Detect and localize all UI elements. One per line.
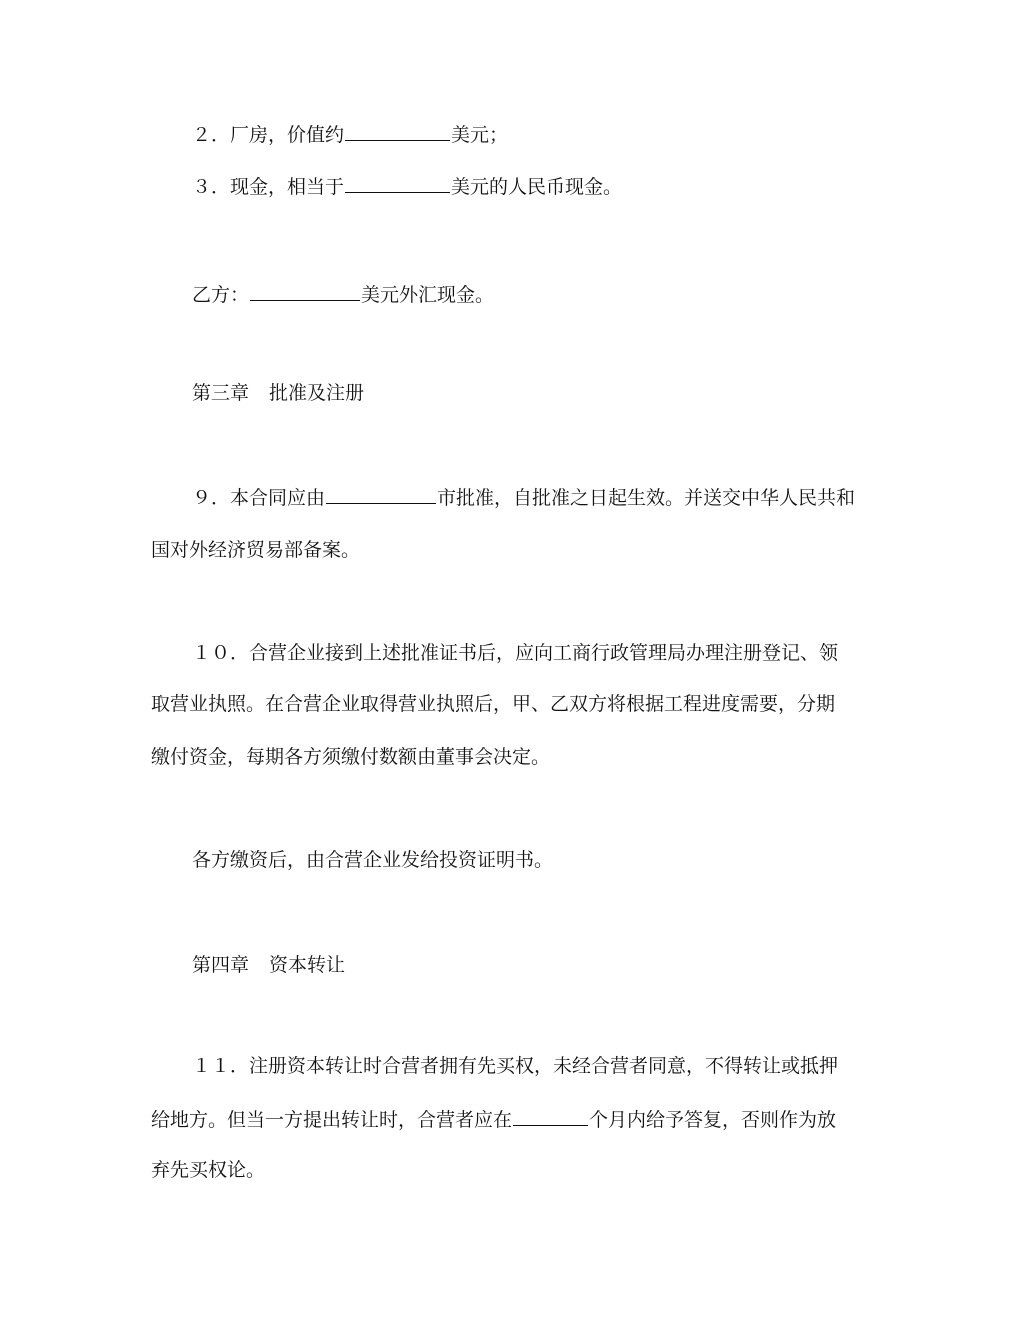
item-11-line-1 xyxy=(192,1052,838,1080)
item-11-line-3 xyxy=(151,1156,265,1184)
item-9-blank xyxy=(326,483,436,504)
item-11-line-3-text: 弃先买权论。 xyxy=(151,1159,266,1181)
item-3-suffix: 美元的人民币现金。 xyxy=(451,176,623,198)
chapter-3-number: 第三章 xyxy=(192,382,250,404)
party-b-suffix: 美元外汇现金。 xyxy=(361,284,495,306)
item-2-blank xyxy=(345,120,450,141)
item-2-line xyxy=(192,120,508,148)
item-3-line xyxy=(192,172,622,200)
item-11-line-2 xyxy=(151,1105,836,1133)
item-9-line-1 xyxy=(192,483,855,511)
item-3-blank xyxy=(345,172,450,193)
item-10-line-2-text: 取营业执照。在合营企业取得营业执照后，甲、乙双方将根据工程进度需要，分期 xyxy=(151,693,836,715)
certificate-paragraph xyxy=(192,846,553,874)
item-9-line-2 xyxy=(151,536,360,564)
item-10-line-1-text: １０．合营企业接到上述批准证书后，应向工商行政管理局办理注册登记、领 xyxy=(192,642,839,664)
item-11-line-1-text: １１．注册资本转让时合营者拥有先买权，未经合营者同意，不得转让或抵押 xyxy=(192,1055,839,1077)
chapter-4-heading xyxy=(192,951,345,979)
party-b-prefix: 乙方： xyxy=(192,284,250,306)
chapter-4-number: 第四章 xyxy=(192,954,250,976)
item-10-line-3 xyxy=(151,743,550,771)
item-9-prefix: ９．本合同应由 xyxy=(192,487,326,509)
item-11-blank xyxy=(513,1105,588,1126)
item-10-line-2 xyxy=(151,690,835,718)
certificate-paragraph-text: 各方缴资后，由合营企业发给投资证明书。 xyxy=(192,849,554,871)
item-11-line-2-prefix: 给地方。但当一方提出转让时，合营者应在 xyxy=(151,1109,513,1131)
chapter-3-title: 批准及注册 xyxy=(269,382,365,404)
party-b-blank xyxy=(250,280,360,301)
party-b-line xyxy=(192,280,494,308)
chapter-3-heading xyxy=(192,379,364,407)
item-2-suffix: 美元； xyxy=(451,124,509,146)
item-9-line-2-text: 国对外经济贸易部备案。 xyxy=(151,539,361,561)
chapter-4-title: 资本转让 xyxy=(269,954,346,976)
item-11-line-2-suffix: 个月内给予答复，否则作为放 xyxy=(589,1109,837,1131)
item-2-prefix: ２．厂房，价值约 xyxy=(192,124,345,146)
item-9-suffix: 市批准，自批准之日起生效。并送交中华人民共和 xyxy=(437,487,856,509)
item-10-line-3-text: 缴付资金，每期各方须缴付数额由董事会决定。 xyxy=(151,746,551,768)
item-10-line-1 xyxy=(192,639,838,667)
item-3-prefix: ３．现金，相当于 xyxy=(192,176,345,198)
